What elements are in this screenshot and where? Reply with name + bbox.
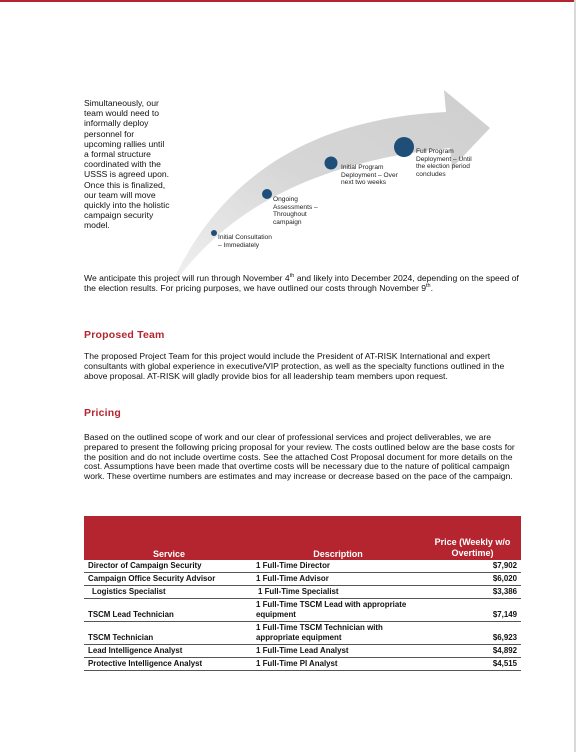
pricing-table-header-row	[84, 516, 521, 560]
anticipate-sup-1: th	[289, 273, 295, 280]
cell-service: Campaign Office Security Advisor	[84, 573, 252, 586]
table-row	[84, 560, 521, 573]
header-service: Service	[84, 516, 252, 560]
proposed-team-paragraph: The proposed Project Team for this project would include the President of AT-RISK International and expert consultants with global experience in executive/VIP protection, as well as the specialty functions outlined in the above proposal. AT-RISK will gladly provide bios for all leadership team members upon request.	[84, 351, 505, 381]
intro-paragraph: Simultaneously, our team would need to informally deploy personnel for upcoming rallies until a formal structure coordinated with the USSS is agreed upon. Once this is finalized, our team will move quickly into the holistic campaign security model.	[84, 98, 170, 231]
cell-description: 1 Full-Time Advisor	[252, 573, 422, 586]
cell-service: TSCM Lead Technician	[84, 599, 252, 622]
timeline-arrow-shape	[168, 90, 490, 292]
timeline-dot-2	[262, 189, 272, 199]
pricing-paragraph: Based on the outlined scope of work and our clear of professional services and project deliverables, we are prepared to present the following pricing proposal for your review. The costs outlined below are the base costs for the position and do not include overtime costs. See the attached Cost Proposal document for more details on the cost. Assumptions have been made that overtime costs will be necessary due to the nature of political campaign work. These overtime numbers are estimates and may increase or decrease based on the pace of the campaign.	[84, 432, 515, 482]
pricing-table	[84, 516, 521, 671]
cell-price: $3,386	[422, 586, 521, 599]
anticipate-text-2: and likely into December 2024, depending on the speed of the election results. For pricing purposes, we have outlined our costs through November 9	[84, 273, 519, 293]
cell-description: 1 Full-Time TSCM Technician with appropriate equipment	[252, 622, 422, 645]
timeline-dot-1	[211, 230, 217, 236]
cell-service: Protective Intelligence Analyst	[84, 658, 252, 671]
cell-description: 1 Full-Time Specialist	[252, 586, 422, 599]
timeline-dot-3	[325, 157, 338, 170]
pricing-heading: Pricing	[84, 407, 121, 419]
table-row	[84, 573, 521, 586]
timeline-step-3-label: Initial Program Deployment – Over next two weeks	[341, 164, 398, 187]
timeline-step-4-label: Full Program Deployment – Until the election period concludes	[416, 148, 472, 178]
cell-price: $4,892	[422, 645, 521, 658]
table-row	[84, 658, 521, 671]
anticipate-sup-2: th	[426, 282, 431, 289]
cell-description: 1 Full-Time Director	[252, 560, 422, 573]
timeline-step-1-label: Initial Consultation – Immediately	[218, 234, 272, 249]
cell-description: 1 Full-Time PI Analyst	[252, 658, 422, 671]
header-description: Description	[252, 516, 422, 560]
table-row	[84, 645, 521, 658]
table-row	[84, 586, 521, 599]
anticipate-text-1: We anticipate this project will run through November 4	[84, 273, 290, 283]
cell-price: $6,923	[422, 622, 521, 645]
timeline-dot-4	[394, 137, 414, 157]
anticipate-paragraph	[84, 274, 520, 294]
table-row	[84, 622, 521, 645]
cell-description: 1 Full-Time Lead Analyst	[252, 645, 422, 658]
cell-price: $7,149	[422, 599, 521, 622]
anticipate-text-3: .	[430, 282, 434, 293]
table-row	[84, 599, 521, 622]
cell-service: Lead Intelligence Analyst	[84, 645, 252, 658]
cell-price: $4,515	[422, 658, 521, 671]
cell-description: 1 Full-Time TSCM Lead with appropriate equipment	[252, 599, 422, 622]
timeline-step-2-label: Ongoing Assessments – Throughout campaign	[273, 196, 318, 226]
cell-service: TSCM Technician	[84, 622, 252, 645]
cell-service: Logistics Specialist	[84, 586, 252, 599]
cell-price: $6,020	[422, 573, 521, 586]
cell-service: Director of Campaign Security	[84, 560, 252, 573]
header-price: Price (Weekly w/o Overtime)	[422, 516, 521, 560]
cell-price: $7,902	[422, 560, 521, 573]
proposed-team-heading: Proposed Team	[84, 329, 165, 341]
